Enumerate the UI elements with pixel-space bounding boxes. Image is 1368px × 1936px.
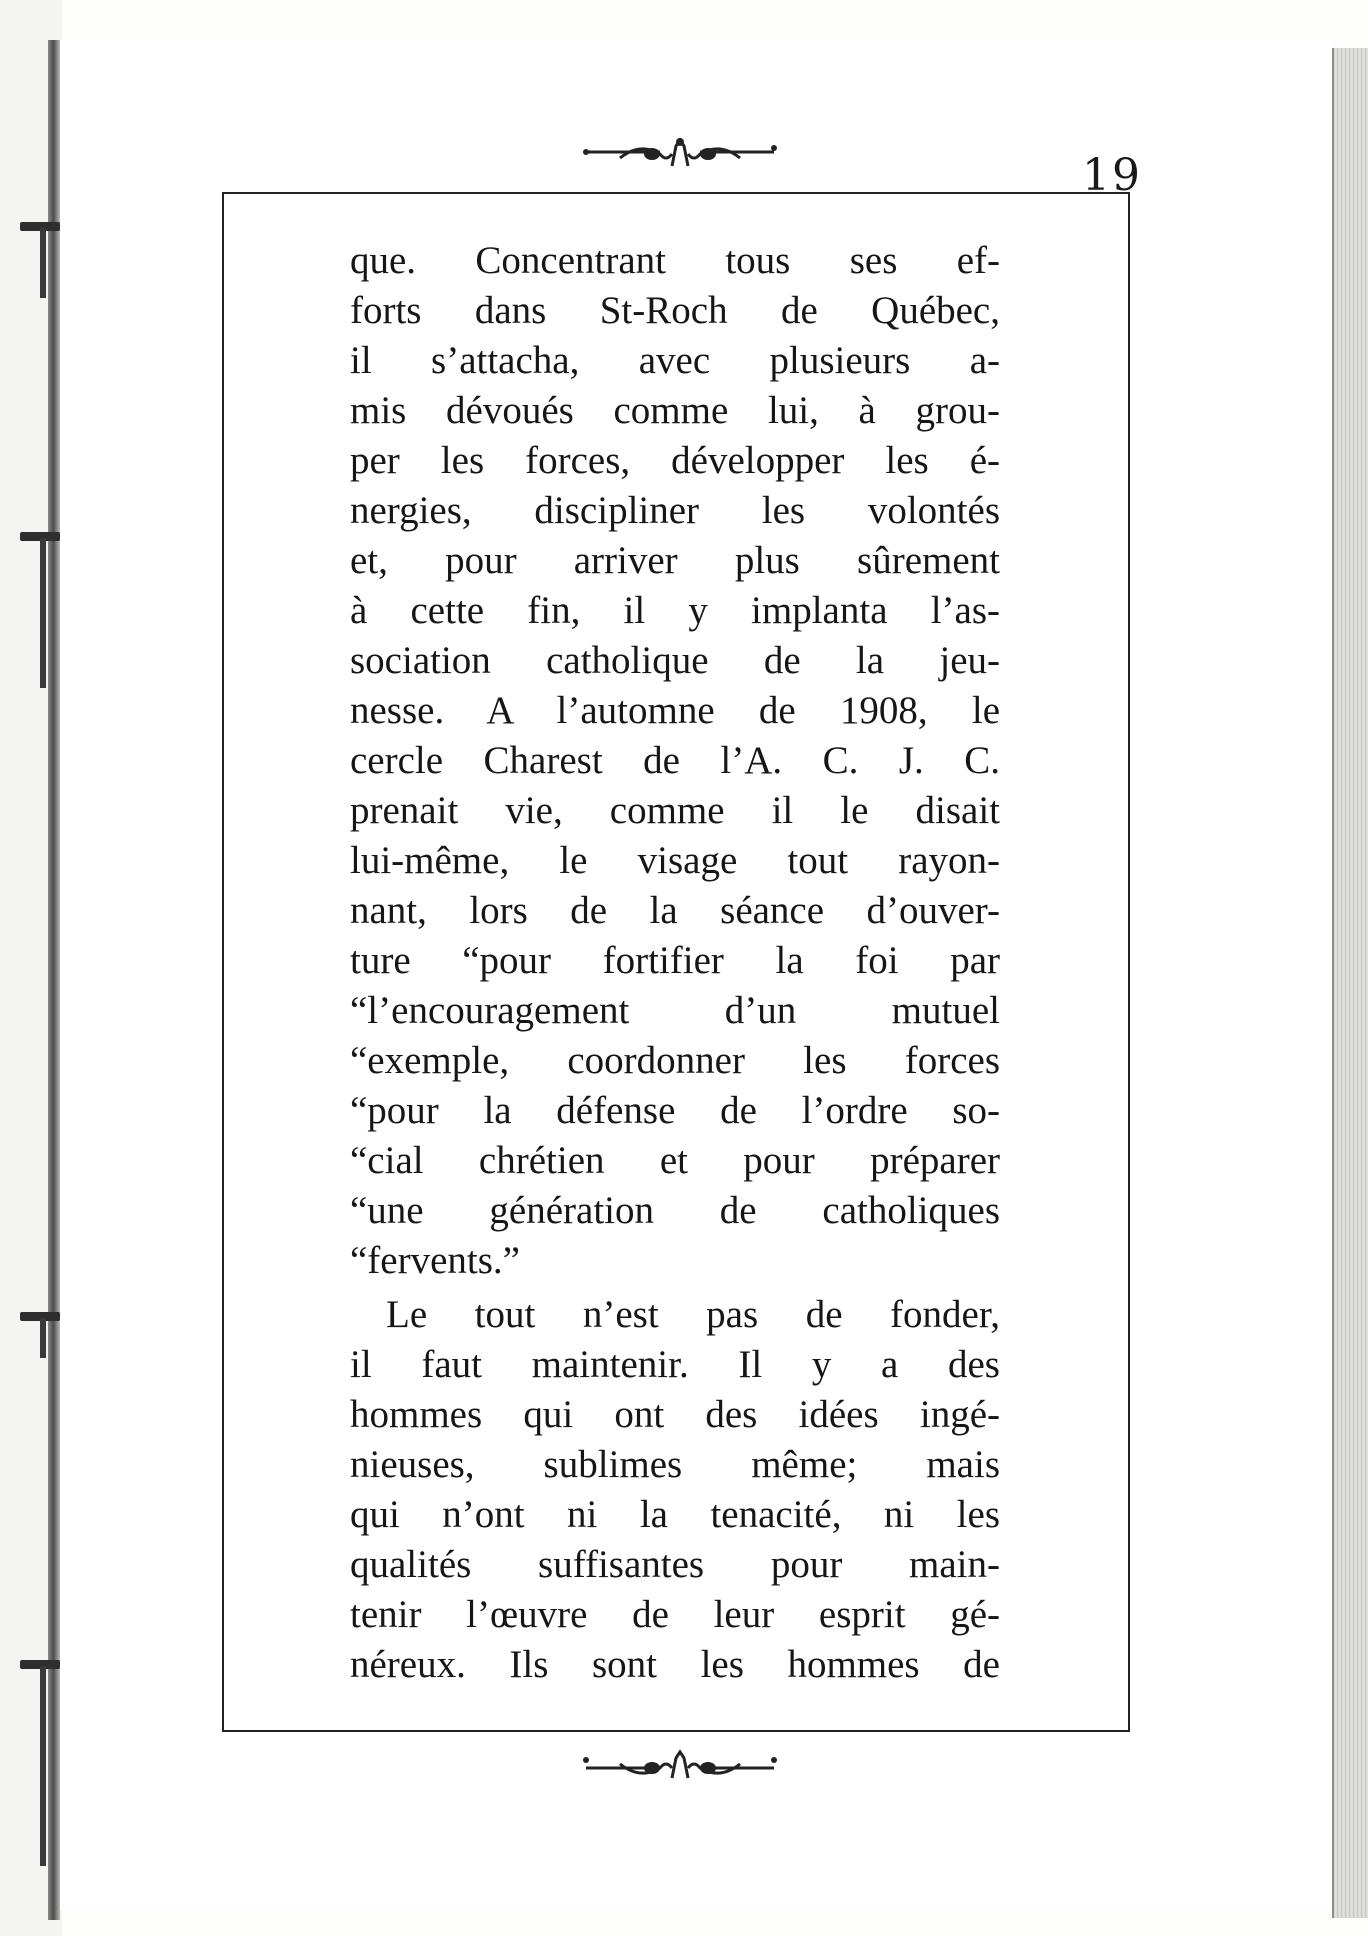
text-line: “exemple, coordonner les forces	[350, 1039, 1000, 1082]
binding-thread	[40, 1318, 46, 1358]
binding-edge	[48, 40, 60, 1920]
text-line: qualités suffisantes pour main-	[350, 1543, 1000, 1586]
text-line: “pour la défense de l’ordre so-	[350, 1089, 1000, 1132]
text-line: nesse. A l’automne de 1908, le	[350, 689, 1000, 732]
text-line: il s’attacha, avec plusieurs a-	[350, 339, 1000, 382]
text-line: qui n’ont ni la tenacité, ni les	[350, 1493, 1000, 1536]
text-line: lui-même, le visage tout rayon-	[350, 839, 1000, 882]
text-line: per les forces, développer les é-	[350, 439, 1000, 482]
text-line: que. Concentrant tous ses ef-	[350, 239, 1000, 282]
binding-thread	[40, 1666, 46, 1866]
text-line: nergies, discipliner les volontés	[350, 489, 1000, 532]
text-line: sociation catholique de la jeu-	[350, 639, 1000, 682]
text-line: à cette fin, il y implanta l’as-	[350, 589, 1000, 632]
text-line: tenir l’œuvre de leur esprit gé-	[350, 1593, 1000, 1636]
text-line: nieuses, sublimes même; mais	[350, 1443, 1000, 1486]
text-line: cercle Charest de l’A. C. J. C.	[350, 739, 1000, 782]
text-line: “l’encouragement d’un mutuel	[350, 989, 1000, 1032]
text-line: “cial chrétien et pour préparer	[350, 1139, 1000, 1182]
binding-thread	[40, 538, 46, 688]
text-line: ture “pour fortifier la foi par	[350, 939, 1000, 982]
paragraph	[350, 1290, 1000, 1690]
text-line: forts dans St-Roch de Québec,	[350, 289, 1000, 332]
page-fore-edge	[1332, 48, 1368, 1918]
headpiece-ornament	[580, 136, 780, 176]
paragraph	[350, 236, 1000, 1286]
text-line: mis dévoués comme lui, à grou-	[350, 389, 1000, 432]
text-line: prenait vie, comme il le disait	[350, 789, 1000, 832]
page-number: 19	[1082, 150, 1142, 201]
text-line: hommes qui ont des idées ingé-	[350, 1393, 1000, 1436]
text-line: nant, lors de la séance d’ouver-	[350, 889, 1000, 932]
tailpiece-ornament	[580, 1746, 780, 1786]
body-text	[350, 236, 1000, 1690]
text-line: Le tout n’est pas de fonder,	[386, 1293, 1000, 1336]
text-line: “une génération de catholiques	[350, 1189, 1000, 1232]
book-spine	[0, 0, 62, 1936]
text-line: et, pour arriver plus sûrement	[350, 539, 1000, 582]
text-line: il faut maintenir. Il y a des	[350, 1343, 1000, 1386]
text-line: “fervents.”	[350, 1239, 520, 1282]
binding-thread	[40, 228, 46, 298]
text-line: néreux. Ils sont les hommes de	[350, 1643, 1000, 1686]
